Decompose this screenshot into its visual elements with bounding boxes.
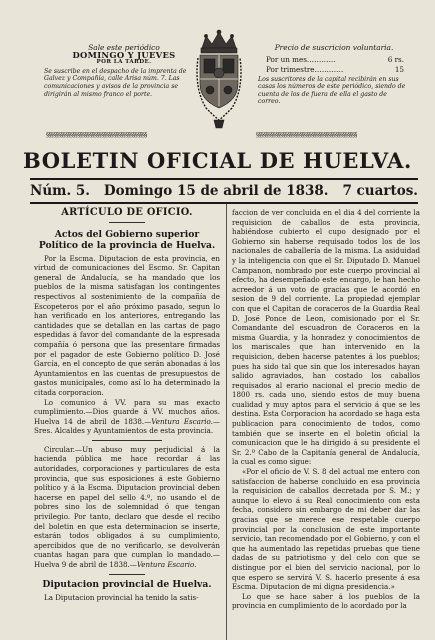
- ornament-left: §§§§§§§§§§§§§§§§§§§§§§§§§§§§§§§§§§§§§§§§§§: [46, 132, 147, 139]
- column-divider: [226, 204, 227, 640]
- price-quarter-label: Por trimestre…………: [266, 65, 344, 74]
- publication-days: DOMINGO Y JUEVES: [72, 49, 176, 60]
- price-month-value: 6 rs.: [387, 55, 404, 64]
- paragraph-text: Lo comunico á VV. para su mas exacto cumplimiento.—Dios guarde á VV. muchos años. Huelva 14 de abril de 1838.—: [34, 397, 220, 426]
- masthead-left: [44, 44, 204, 98]
- signature: Ventura Escario.: [151, 416, 213, 426]
- article-subtitle: Actos del Gobierno superior Político de la provincia de Huelva.: [38, 228, 216, 251]
- rule-top: [30, 178, 418, 180]
- newspaper-title: BOLETIN OFICIAL DE HUELVA.: [23, 148, 412, 173]
- right-column: [232, 208, 420, 611]
- article-divider: [109, 574, 145, 575]
- publication-note: Sale este periódico: [88, 43, 160, 52]
- price-row-month: [258, 56, 410, 64]
- price-month-label: Por un mes…………: [266, 55, 336, 64]
- article-paragraph: [34, 398, 220, 436]
- rule-bottom: [30, 202, 418, 204]
- price-quarter-value: 15: [394, 65, 404, 74]
- section-divider: [109, 222, 145, 223]
- issue-price: 7 cuartos.: [342, 183, 418, 199]
- issue-date: Domingo 15 de abril de 1838.: [103, 183, 329, 199]
- issue-line: [30, 183, 418, 199]
- article-paragraph: Por la Escma. Diputacion de esta provincia, en virtud de comunicaciones del Escmo. Sr. Capitan general de Andalucía, se ha mandado que los pueblos de la misma satisfagan los contingentes respectivos al sostenimiento de la compañía de Escopeteros por el año próximo pasado, segun lo han verificado en los anteriores, entregando las cantidades que se detallan en las cartas de pago espedidas á favor del comandante de la espresada compañía ó persona que las presentare firmadas por el pagador de este Gobierno político D. José García, en el concepto de que serán abonadas á los Ayuntamientos en las cuentas de presupuestos de gastos municipales, como así lo ha determinado la citada corporacion.: [34, 253, 220, 397]
- paragraph-text: —Sres. Alcaldes y Ayuntamientos de esta provincia.: [34, 416, 220, 436]
- article-divider: [92, 440, 162, 441]
- price-row-quarter: [258, 66, 410, 74]
- subscription-note: Se suscribe en el despacho de la imprenta de Galvez y Compañía, calle Arisa núm. 7. Las comunicaciones y avisos de la provincia se dirigirán al mismo franco el porte.: [44, 67, 187, 98]
- article-paragraph: «Por el oficio de V. S. 8 del actual me entero con satisfaccion de haberse concluido en esa provincia la requisicion de caballos decretada por S. M.; y aunque lo elevo á su Real conocimiento con esta fecha, considero sin embargo de mi deber dar las gracias que se merece ese respetable cuerpo provincial por la conclusion de este importante servicio, tan recomendado por el Gobierno, y con el que ha aumentado las repetidas pruebas que tiene dadas de su patriotismo y del celo con que se distingue por el bien del servicio nacional, por lo que espero se servirá V. S. hacerlo presente á esa Escma. Diputacion de mi digna presidencia.»: [232, 467, 420, 592]
- section-title: ARTÍCULO DE OFICIO.: [61, 207, 193, 218]
- article-paragraph: faccion de ver concluida en el dia 4 del corriente la requisicion de caballos de esta provincia, habiéndose cubierto el cupo designado por el Gobierno sin haberse requisado todos los de los nacionales de caballería de la misma. La asiduidad y la inteligencia con que el Sr. Diputado D. Manuel Campanon, nombrado por este cuerpo provincial al efecto, ha desempeñado este encargo, le han hecho acreedor á un voto de gracias que le acordó en sesion de 9 del corriente. La propiedad ejemplar con que el Capitan de coraceros de la Guardia Real D. José Ponce de Leon, comisionado por el Sr. Comandante del escuadron de Coraceros en la misma Guardia, y la honradez y conocimientos de los mariscales que han intervenido en la requisicion, deben hacerse patentes á los pueblos; pues ha sido tal que sin que los interesados hayan salido agraviados, han costado los caballos requisados al erario nacional el precio medio de 1800 rs. cada uno, siendo estos de muy buena cualidad y muy aptos para el servicio á que se les destina. Esta Corporacion ha acordado se haga esta publicacion para conocimiento de todos, como también que se inserte en el boletin oficial la comunicacion que le ha dirigido á su presidente el Sr. 2.º Cabo de la Capitanía general de Andalucía, la cual es como sigue:: [232, 208, 420, 467]
- ornament-right: §§§§§§§§§§§§§§§§§§§§§§§§§§§§§§§§§§§§§§§§§§: [256, 132, 357, 139]
- article-paragraph: Lo que se hace saber á los pueblos de la provincia en cumplimiento de lo acordado por la: [232, 591, 420, 611]
- article-subtitle: Diputacion provincial de Huelva.: [42, 578, 212, 590]
- paragraph-text: Circular.—Un abuso muy perjudicial á la hacienda pública me hace recordar á las autoridades, corporaciones y particulares de esta provincia, que sus esposiciones á este Gobierno político y á la Escma. Diputacion provincial deben hacerse en papel del sello 4.º, no usando el de pobres sino los de solemnidad ó que tengan privilegio. Por tanto, declaro que desde el recibo del boletin en que esta determinacion se inserte, estarán todos obligados á su cumplimiento, apercibidos que de no verificarlo, se devolverán cuantas hagan para que cumplan lo mandado.—Huelva 9 de abril de 1838.—: [34, 444, 220, 569]
- issue-number: Núm. 5.: [30, 183, 90, 199]
- price-title: Precio de suscricion voluntaria.: [274, 43, 394, 52]
- masthead-right: [258, 44, 410, 106]
- price-note: Los suscritores de la capital recibirán en sus casas los números de este periódico, siendo de cuenta de los de fuera de ella el gasto de correo.: [258, 76, 406, 106]
- article-paragraph: [34, 445, 220, 570]
- left-column: [34, 208, 220, 602]
- royal-crest-icon: [186, 28, 252, 132]
- article-paragraph: La Diputacion provincial ha tenido la satis-: [44, 592, 199, 602]
- publication-time: POR LA TARDE.: [96, 59, 152, 66]
- signature: Ventura Escario.: [136, 560, 197, 569]
